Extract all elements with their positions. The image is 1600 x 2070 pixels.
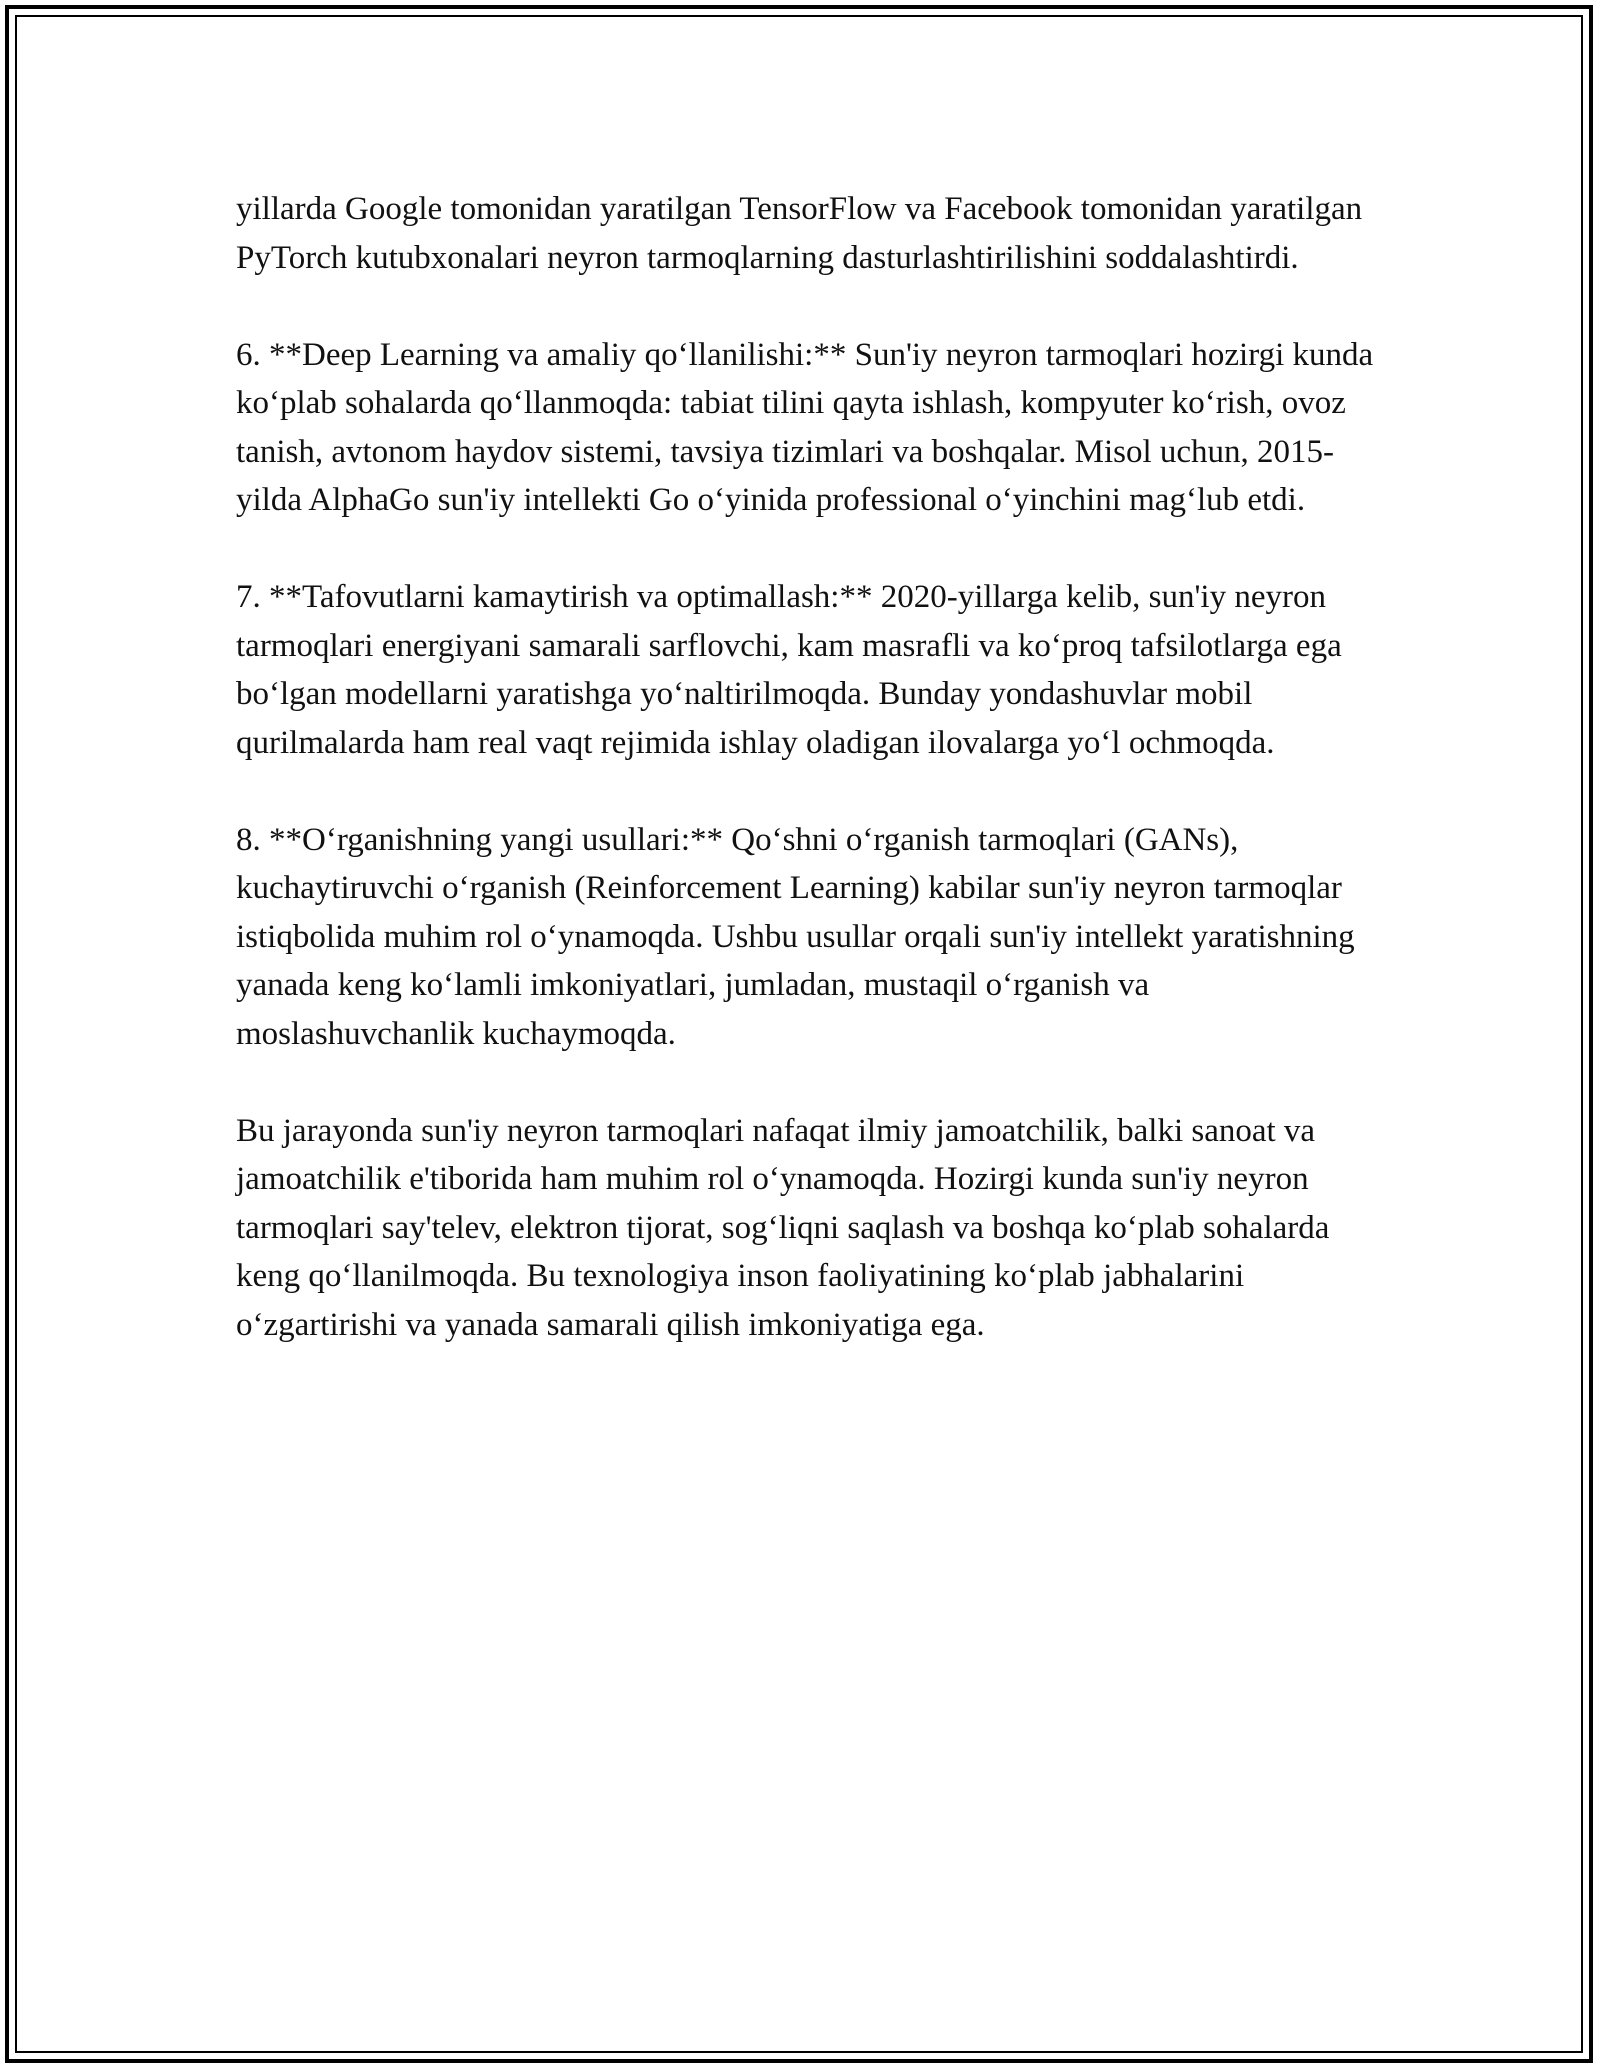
document-body [236,185,1381,1398]
paragraph-item-8: 8. **O‘rganishning yangi usullari:** Qo‘shni o‘rganish tarmoqlari (GANs), kuchaytiruvchi o‘rganish (Reinforcement Learning) kabilar sun'iy neyron tarmoqlar istiqbolida muhim rol o‘ynamoqda. Ushbu usullar orqali sun'iy intellekt yaratishning yanada keng ko‘lamli imkoniyatlari, jumladan, mustaqil o‘rganish va moslashuvchanlik kuchaymoqda. [236,821,1355,1052]
paragraph-intro: yillarda Google tomonidan yaratilgan TensorFlow va Facebook tomonidan yaratilgan PyTorch kutubxonalari neyron tarmoqlarning dasturlashtirilishini soddalashtirdi. [236,191,1363,276]
paragraph-conclusion: Bu jarayonda sun'iy neyron tarmoqlari nafaqat ilmiy jamoatchilik, balki sanoat va jamoatchilik e'tiborida ham muhim rol o‘ynamoqda. Hozirgi kunda sun'iy neyron tarmoqlari say'telev, elektron tijorat, sog‘liqni saqlash va boshqa ko‘plab sohalarda keng qo‘llanilmoqda. Bu texnologiya inson faoliyatining ko‘plab jabhalarini o‘zgartirishi va yanada samarali qilish imkoniyatiga ega. [236,1112,1330,1343]
paragraph-item-6: 6. **Deep Learning va amaliy qo‘llanilishi:** Sun'iy neyron tarmoqlari hozirgi kunda ko‘plab sohalarda qo‘llanmoqda: tabiat tilini qayta ishlash, kompyuter ko‘rish, ovoz tanish, avtonom haydov sistemi, tavsiya tizimlari va boshqalar. Misol uchun, 2015-yilda AlphaGo sun'iy intellekti Go o‘yinida professional o‘yinchini mag‘lub etdi. [236,336,1374,518]
paragraph-item-7: 7. **Tafovutlarni kamaytirish va optimallash:** 2020-yillarga kelib, sun'iy neyron tarmoqlari energiyani samarali sarflovchi, kam masrafli va ko‘proq tafsilotlarga ega bo‘lgan modellarni yaratishga yo‘naltirilmoqda. Bunday yondashuvlar mobil qurilmalarda ham real vaqt rejimida ishlay oladigan ilovalarga yo‘l ochmoqda. [236,579,1342,761]
